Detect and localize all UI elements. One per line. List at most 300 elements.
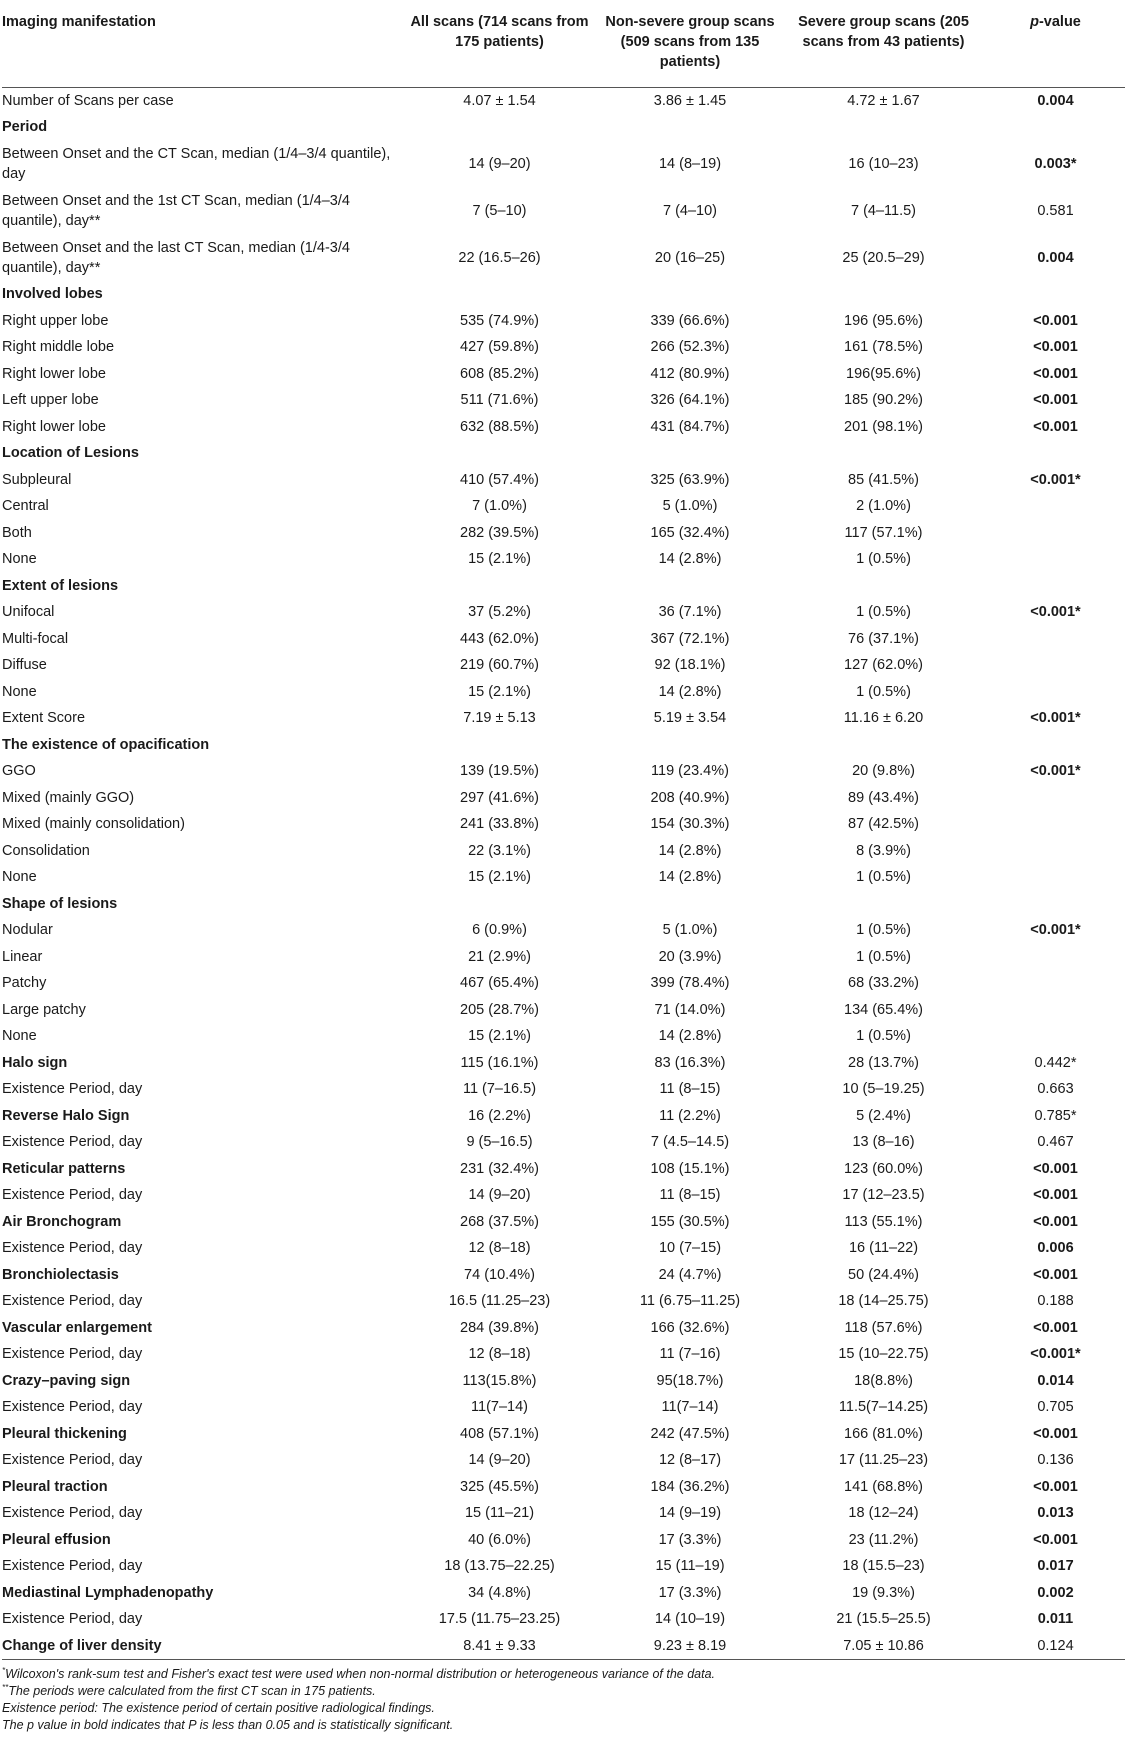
cell-non-severe: 184 (36.2%)	[650, 1478, 730, 1495]
footnote-2-text: The periods were calculated from the first CT scan in 175 patients.	[8, 1683, 376, 1698]
cell-non-severe: 208 (40.9%)	[650, 789, 730, 806]
cell-p-value	[986, 811, 1125, 838]
cell-p-value: 0.705	[1037, 1399, 1074, 1416]
header-p-rest: -value	[1038, 14, 1081, 30]
row-label: Diffuse	[2, 657, 47, 674]
cell-severe: 16 (11–22)	[848, 1240, 919, 1257]
table-row	[2, 87, 1125, 114]
cell-severe: 117 (57.1%)	[844, 524, 923, 541]
table-row	[2, 1156, 1125, 1183]
cell-non-severe: 15 (11–19)	[655, 1558, 725, 1575]
footnote-1-mark: *	[2, 1665, 6, 1675]
cell-severe: 1 (0.5%)	[856, 604, 911, 621]
row-label: Existence Period, day	[2, 1452, 143, 1469]
cell-all-scans: 74 (10.4%)	[464, 1266, 535, 1283]
cell-severe: 18(8.8%)	[854, 1372, 913, 1389]
cell-severe: 1 (0.5%)	[856, 922, 911, 939]
table-row	[2, 1527, 1125, 1554]
footnotes	[2, 1666, 1143, 1734]
table-row	[2, 811, 1125, 838]
cell-p-value	[986, 944, 1125, 971]
footnote-1	[2, 1666, 1143, 1683]
table-row	[2, 785, 1125, 812]
cell-non-severe: 11 (8–15)	[659, 1081, 721, 1098]
cell-p-value	[986, 997, 1125, 1024]
cell-non-severe: 325 (63.9%)	[650, 471, 730, 488]
cell-all-scans: 408 (57.1%)	[460, 1425, 539, 1442]
cell-non-severe: 155 (30.5%)	[650, 1213, 730, 1230]
cell-non-severe: 399 (78.4%)	[650, 975, 730, 992]
cell-all-scans: 8.41 ± 9.33	[463, 1637, 536, 1654]
cell-all-scans: 7 (5–10)	[472, 202, 527, 219]
cell-p-value	[986, 652, 1125, 679]
cell-non-severe: 14 (2.8%)	[658, 1028, 722, 1045]
section-label: Shape of lesions	[2, 895, 118, 912]
cell-severe: 17 (12–23.5)	[842, 1187, 925, 1204]
row-label: Change of liver density	[2, 1637, 162, 1654]
cell-severe: 1 (0.5%)	[856, 1028, 911, 1045]
cell-all-scans: 9 (5–16.5)	[466, 1134, 533, 1151]
row-label: Consolidation	[2, 842, 90, 859]
cell-p-value: <0.001	[1033, 1531, 1078, 1548]
cell-severe: 25 (20.5–29)	[842, 249, 925, 266]
row-label: Large patchy	[2, 1001, 86, 1018]
row-label: Mixed (mainly GGO)	[2, 789, 135, 806]
cell-non-severe: 92 (18.1%)	[654, 657, 726, 674]
cell-severe: 18 (14–25.75)	[838, 1293, 929, 1310]
row-label: Existence Period, day	[2, 1240, 143, 1257]
table-row	[2, 1474, 1125, 1501]
cell-severe: 18 (12–24)	[848, 1505, 919, 1522]
table-row	[2, 334, 1125, 361]
cell-non-severe: 166 (32.6%)	[650, 1319, 730, 1336]
cell-non-severe: 11 (2.2%)	[659, 1107, 721, 1124]
cell-severe: 13 (8–16)	[852, 1134, 915, 1151]
cell-severe: 18 (15.5–23)	[842, 1558, 925, 1575]
table-row	[2, 1262, 1125, 1289]
row-label: Between Onset and the last CT Scan, median (1/4-3/4 quantile), day**	[2, 239, 350, 276]
cell-non-severe: 339 (66.6%)	[650, 312, 730, 329]
cell-p-value	[986, 493, 1125, 520]
cell-all-scans: 14 (9–20)	[468, 155, 531, 172]
section-label: Period	[2, 118, 48, 135]
table-row	[2, 187, 1125, 234]
row-label: Existence Period, day	[2, 1505, 143, 1522]
cell-all-scans: 535 (74.9%)	[460, 312, 539, 329]
cell-all-scans: 18 (13.75–22.25)	[444, 1558, 555, 1575]
row-label: Mediastinal Lymphadenopathy	[2, 1584, 214, 1601]
cell-non-severe: 11 (8–15)	[659, 1187, 721, 1204]
cell-severe: 1 (0.5%)	[856, 683, 911, 700]
table-row	[2, 1103, 1125, 1130]
cell-all-scans: 297 (41.6%)	[460, 789, 539, 806]
cell-all-scans: 231 (32.4%)	[460, 1160, 539, 1177]
cell-severe: 185 (90.2%)	[844, 392, 923, 409]
row-label: Extent Score	[2, 710, 86, 727]
cell-non-severe: 20 (16–25)	[654, 249, 726, 266]
cell-all-scans: 14 (9–20)	[468, 1187, 531, 1204]
cell-non-severe: 7 (4.5–14.5)	[650, 1134, 730, 1151]
cell-p-value: 0.124	[1037, 1637, 1074, 1654]
cell-severe: 1 (0.5%)	[856, 948, 911, 965]
cell-all-scans: 21 (2.9%)	[468, 948, 531, 965]
cell-severe: 7.05 ± 10.86	[843, 1637, 924, 1654]
cell-p-value: 0.136	[1037, 1452, 1074, 1469]
row-label: Right upper lobe	[2, 312, 109, 329]
row-label: Bronchiolectasis	[2, 1266, 119, 1283]
cell-all-scans: 427 (59.8%)	[460, 339, 539, 356]
cell-all-scans: 15 (11–21)	[464, 1505, 535, 1522]
cell-severe: 161 (78.5%)	[844, 339, 923, 356]
cell-all-scans: 113(15.8%)	[462, 1372, 537, 1389]
cell-non-severe: 14 (8–19)	[658, 155, 722, 172]
cell-severe: 141 (68.8%)	[844, 1478, 923, 1495]
cell-non-severe: 14 (2.8%)	[658, 842, 722, 859]
table-row	[2, 546, 1125, 573]
table-row	[2, 679, 1125, 706]
footnote-3: Existence period: The existence period of certain positive radiological findings.	[2, 1700, 435, 1715]
table-row	[2, 838, 1125, 865]
cell-all-scans: 284 (39.8%)	[460, 1319, 539, 1336]
cell-severe: 10 (5–19.25)	[842, 1081, 925, 1098]
header-severe-scans: Severe group scans (205 scans from 43 patients)	[781, 0, 986, 87]
table-row	[2, 626, 1125, 653]
cell-p-value: 0.003*	[1034, 155, 1077, 172]
cell-p-value: 0.017	[1037, 1558, 1074, 1575]
cell-p-value	[986, 1023, 1125, 1050]
row-label: GGO	[2, 763, 36, 780]
header-row	[2, 0, 1125, 87]
cell-p-value	[986, 520, 1125, 547]
row-label: Existence Period, day	[2, 1399, 143, 1416]
table-row	[2, 414, 1125, 441]
table-row	[2, 361, 1125, 388]
table-row	[2, 864, 1125, 891]
cell-p-value: <0.001	[1033, 1478, 1078, 1495]
cell-all-scans: 115 (16.1%)	[460, 1054, 539, 1071]
table-row	[2, 599, 1125, 626]
row-label: Left upper lobe	[2, 392, 99, 409]
cell-p-value	[986, 679, 1125, 706]
cell-non-severe: 5 (1.0%)	[662, 498, 718, 515]
cell-non-severe: 95(18.7%)	[656, 1372, 724, 1389]
row-label: Reverse Halo Sign	[2, 1107, 130, 1124]
cell-non-severe: 11 (7–16)	[659, 1346, 721, 1363]
cell-all-scans: 467 (65.4%)	[460, 975, 539, 992]
footnote-4: The p value in bold indicates that P is less than 0.05 and is statistically significant.	[2, 1717, 454, 1732]
cell-severe: 118 (57.6%)	[844, 1319, 923, 1336]
table-row	[2, 387, 1125, 414]
cell-all-scans: 12 (8–18)	[468, 1346, 531, 1363]
cell-p-value: 0.004	[1037, 92, 1074, 109]
cell-severe: 21 (15.5–25.5)	[836, 1611, 931, 1628]
row-label: Subpleural	[2, 471, 72, 488]
row-label: Existence Period, day	[2, 1081, 143, 1098]
cell-severe: 87 (42.5%)	[848, 816, 919, 833]
cell-severe: 7 (4–11.5)	[850, 202, 917, 219]
row-label: Multi-focal	[2, 630, 69, 647]
row-label: Both	[2, 524, 32, 541]
cell-severe: 127 (62.0%)	[844, 657, 923, 674]
cell-all-scans: 219 (60.7%)	[460, 657, 539, 674]
table-row	[2, 1580, 1125, 1607]
section-row	[2, 281, 1125, 308]
cell-severe: 19 (9.3%)	[852, 1584, 915, 1601]
row-label: Right lower lobe	[2, 365, 106, 382]
header-non-severe-scans: Non-severe group scans (509 scans from 135 patients)	[599, 0, 781, 87]
section-label: The existence of opacification	[2, 736, 210, 753]
table-row	[2, 1368, 1125, 1395]
header-all-scans: All scans (714 scans from 175 patients)	[400, 0, 599, 87]
row-label: Patchy	[2, 975, 47, 992]
row-label: Right middle lobe	[2, 339, 115, 356]
row-label: Existence Period, day	[2, 1134, 143, 1151]
cell-all-scans: 241 (33.8%)	[460, 816, 539, 833]
cell-all-scans: 443 (62.0%)	[460, 630, 539, 647]
cell-p-value: <0.001	[1033, 339, 1078, 356]
cell-non-severe: 10 (7–15)	[658, 1240, 722, 1257]
cell-severe: 17 (11.25–23)	[838, 1452, 929, 1469]
cell-all-scans: 37 (5.2%)	[468, 604, 531, 621]
cell-p-value: <0.001	[1033, 418, 1078, 435]
cell-p-value: 0.002	[1037, 1584, 1074, 1601]
cell-severe: 11.16 ± 6.20	[843, 710, 924, 727]
cell-non-severe: 5 (1.0%)	[662, 922, 718, 939]
cell-all-scans: 14 (9–20)	[468, 1452, 531, 1469]
table-row	[2, 1606, 1125, 1633]
table-row	[2, 1633, 1125, 1660]
cell-all-scans: 205 (28.7%)	[460, 1001, 539, 1018]
header-imaging-manifestation: Imaging manifestation	[2, 0, 400, 87]
imaging-table	[2, 0, 1125, 1660]
table-header	[2, 0, 1125, 87]
table-row	[2, 1023, 1125, 1050]
row-label: Number of Scans per case	[2, 92, 174, 109]
cell-non-severe: 36 (7.1%)	[658, 604, 722, 621]
table-row	[2, 1288, 1125, 1315]
cell-all-scans: 15 (2.1%)	[468, 869, 531, 886]
cell-p-value: 0.011	[1037, 1611, 1074, 1628]
row-label: Right lower lobe	[2, 418, 106, 435]
table-row	[2, 1315, 1125, 1342]
table-row	[2, 1447, 1125, 1474]
cell-p-value: 0.663	[1037, 1081, 1074, 1098]
cell-all-scans: 6 (0.9%)	[472, 922, 527, 939]
cell-p-value: 0.004	[1037, 249, 1074, 266]
cell-all-scans: 632 (88.5%)	[460, 418, 539, 435]
table-row	[2, 944, 1125, 971]
cell-all-scans: 282 (39.5%)	[460, 524, 539, 541]
row-label: Between Onset and the CT Scan, median (1/4–3/4 quantile), day	[2, 145, 391, 182]
cell-all-scans: 12 (8–18)	[468, 1240, 531, 1257]
cell-all-scans: 11 (7–16.5)	[462, 1081, 537, 1098]
cell-p-value: <0.001	[1033, 392, 1078, 409]
cell-non-severe: 14 (10–19)	[654, 1611, 726, 1628]
cell-p-value	[986, 626, 1125, 653]
table-row	[2, 1209, 1125, 1236]
cell-all-scans: 410 (57.4%)	[460, 471, 539, 488]
table-body	[2, 87, 1125, 1659]
table-row	[2, 467, 1125, 494]
table-row	[2, 1050, 1125, 1077]
row-label: Existence Period, day	[2, 1558, 143, 1575]
cell-severe: 5 (2.4%)	[856, 1107, 911, 1124]
footnote-2-mark: **	[2, 1682, 9, 1692]
cell-all-scans: 139 (19.5%)	[460, 763, 539, 780]
cell-p-value: <0.001*	[1030, 604, 1081, 621]
cell-non-severe: 14 (2.8%)	[658, 869, 722, 886]
cell-all-scans: 7.19 ± 5.13	[463, 710, 536, 727]
table-row	[2, 917, 1125, 944]
cell-severe: 134 (65.4%)	[844, 1001, 923, 1018]
cell-p-value: <0.001	[1033, 365, 1078, 382]
cell-severe: 201 (98.1%)	[844, 418, 923, 435]
table-row	[2, 1129, 1125, 1156]
cell-all-scans: 15 (2.1%)	[468, 683, 531, 700]
cell-p-value: <0.001	[1033, 1319, 1078, 1336]
cell-p-value: <0.001*	[1030, 1346, 1081, 1363]
cell-severe: 23 (11.2%)	[848, 1531, 919, 1548]
cell-non-severe: 11 (6.75–11.25)	[639, 1293, 741, 1310]
table-row	[2, 140, 1125, 187]
cell-non-severe: 9.23 ± 8.19	[653, 1637, 727, 1654]
cell-p-value	[986, 546, 1125, 573]
cell-p-value	[986, 864, 1125, 891]
cell-p-value: <0.001*	[1030, 763, 1081, 780]
section-row	[2, 114, 1125, 141]
table-row	[2, 1182, 1125, 1209]
cell-p-value: <0.001	[1033, 1160, 1078, 1177]
cell-all-scans: 511 (71.6%)	[460, 392, 539, 409]
cell-non-severe: 14 (2.8%)	[658, 683, 722, 700]
section-row	[2, 440, 1125, 467]
cell-non-severe: 108 (15.1%)	[650, 1160, 730, 1177]
cell-severe: 76 (37.1%)	[848, 630, 919, 647]
cell-non-severe: 119 (23.4%)	[651, 763, 729, 780]
cell-p-value: <0.001*	[1030, 922, 1081, 939]
cell-p-value: 0.785*	[1034, 1107, 1077, 1124]
cell-non-severe: 24 (4.7%)	[658, 1266, 722, 1283]
cell-severe: 4.72 ± 1.67	[847, 92, 920, 109]
row-label: Existence Period, day	[2, 1293, 143, 1310]
cell-non-severe: 5.19 ± 3.54	[653, 710, 727, 727]
cell-non-severe: 412 (80.9%)	[650, 365, 730, 382]
row-label: Pleural traction	[2, 1478, 108, 1495]
cell-p-value: 0.442*	[1034, 1054, 1077, 1071]
cell-severe: 2 (1.0%)	[856, 498, 911, 515]
cell-non-severe: 17 (3.3%)	[658, 1531, 722, 1548]
cell-p-value: 0.013	[1037, 1505, 1074, 1522]
cell-non-severe: 71 (14.0%)	[654, 1001, 726, 1018]
cell-severe: 50 (24.4%)	[848, 1266, 919, 1283]
cell-non-severe: 367 (72.1%)	[650, 630, 730, 647]
cell-all-scans: 15 (2.1%)	[468, 551, 531, 568]
table-row	[2, 234, 1125, 281]
section-row	[2, 573, 1125, 600]
cell-all-scans: 22 (16.5–26)	[458, 249, 541, 266]
row-label: Nodular	[2, 922, 53, 939]
cell-p-value: 0.467	[1037, 1134, 1074, 1151]
table-row	[2, 997, 1125, 1024]
row-label: Air Bronchogram	[2, 1213, 122, 1230]
section-row	[2, 732, 1125, 759]
cell-non-severe: 12 (8–17)	[658, 1452, 722, 1469]
cell-all-scans: 40 (6.0%)	[468, 1531, 531, 1548]
cell-non-severe: 242 (47.5%)	[650, 1425, 730, 1442]
cell-p-value: <0.001	[1033, 1187, 1078, 1204]
cell-p-value: 0.014	[1037, 1372, 1074, 1389]
cell-all-scans: 22 (3.1%)	[468, 842, 531, 859]
cell-all-scans: 11(7–14)	[471, 1399, 528, 1416]
cell-severe: 85 (41.5%)	[848, 471, 919, 488]
cell-non-severe: 3.86 ± 1.45	[653, 92, 727, 109]
row-label: Vascular enlargement	[2, 1319, 152, 1336]
cell-severe: 8 (3.9%)	[856, 842, 911, 859]
row-label: Crazy–paving sign	[2, 1372, 131, 1389]
table-row	[2, 705, 1125, 732]
cell-all-scans: 17.5 (11.75–23.25)	[438, 1611, 561, 1628]
row-label: Reticular patterns	[2, 1160, 126, 1177]
cell-all-scans: 16.5 (11.25–23)	[448, 1293, 551, 1310]
cell-non-severe: 14 (2.8%)	[658, 551, 722, 568]
cell-all-scans: 4.07 ± 1.54	[463, 92, 536, 109]
table-row	[2, 493, 1125, 520]
table-row	[2, 1421, 1125, 1448]
table-row	[2, 1341, 1125, 1368]
row-label: Mixed (mainly consolidation)	[2, 816, 185, 833]
section-label: Involved lobes	[2, 286, 103, 303]
table-row	[2, 1076, 1125, 1103]
cell-severe: 166 (81.0%)	[844, 1425, 923, 1442]
cell-severe: 1 (0.5%)	[856, 551, 911, 568]
cell-severe: 1 (0.5%)	[856, 869, 911, 886]
cell-p-value: 0.006	[1037, 1240, 1074, 1257]
cell-all-scans: 608 (85.2%)	[460, 365, 539, 382]
table-row	[2, 1500, 1125, 1527]
footnote-2	[2, 1683, 1143, 1700]
cell-severe: 20 (9.8%)	[852, 763, 915, 780]
row-label: Between Onset and the 1st CT Scan, median (1/4–3/4 quantile), day**	[2, 192, 350, 229]
cell-p-value: <0.001	[1033, 1425, 1078, 1442]
cell-non-severe: 165 (32.4%)	[650, 524, 730, 541]
row-label: Linear	[2, 948, 43, 965]
cell-severe: 68 (33.2%)	[848, 975, 919, 992]
cell-p-value: <0.001*	[1030, 710, 1081, 727]
section-label: Location of Lesions	[2, 445, 139, 462]
cell-p-value: <0.001	[1033, 1213, 1078, 1230]
cell-non-severe: 266 (52.3%)	[650, 339, 730, 356]
table-row	[2, 970, 1125, 997]
row-label: Unifocal	[2, 604, 55, 621]
cell-p-value	[986, 838, 1125, 865]
row-label: None	[2, 1028, 37, 1045]
row-label: None	[2, 551, 37, 568]
cell-severe: 123 (60.0%)	[844, 1160, 923, 1177]
cell-severe: 113 (55.1%)	[844, 1213, 923, 1230]
cell-p-value: <0.001	[1033, 312, 1078, 329]
row-label: Existence Period, day	[2, 1346, 143, 1363]
table-row	[2, 1394, 1125, 1421]
row-label: None	[2, 869, 37, 886]
cell-severe: 196 (95.6%)	[844, 312, 923, 329]
cell-non-severe: 20 (3.9%)	[658, 948, 722, 965]
cell-p-value	[986, 970, 1125, 997]
cell-p-value: 0.581	[1037, 202, 1074, 219]
row-label: Pleural thickening	[2, 1425, 127, 1442]
cell-non-severe: 83 (16.3%)	[654, 1054, 726, 1071]
row-label: None	[2, 683, 37, 700]
cell-non-severe: 326 (64.1%)	[650, 392, 730, 409]
